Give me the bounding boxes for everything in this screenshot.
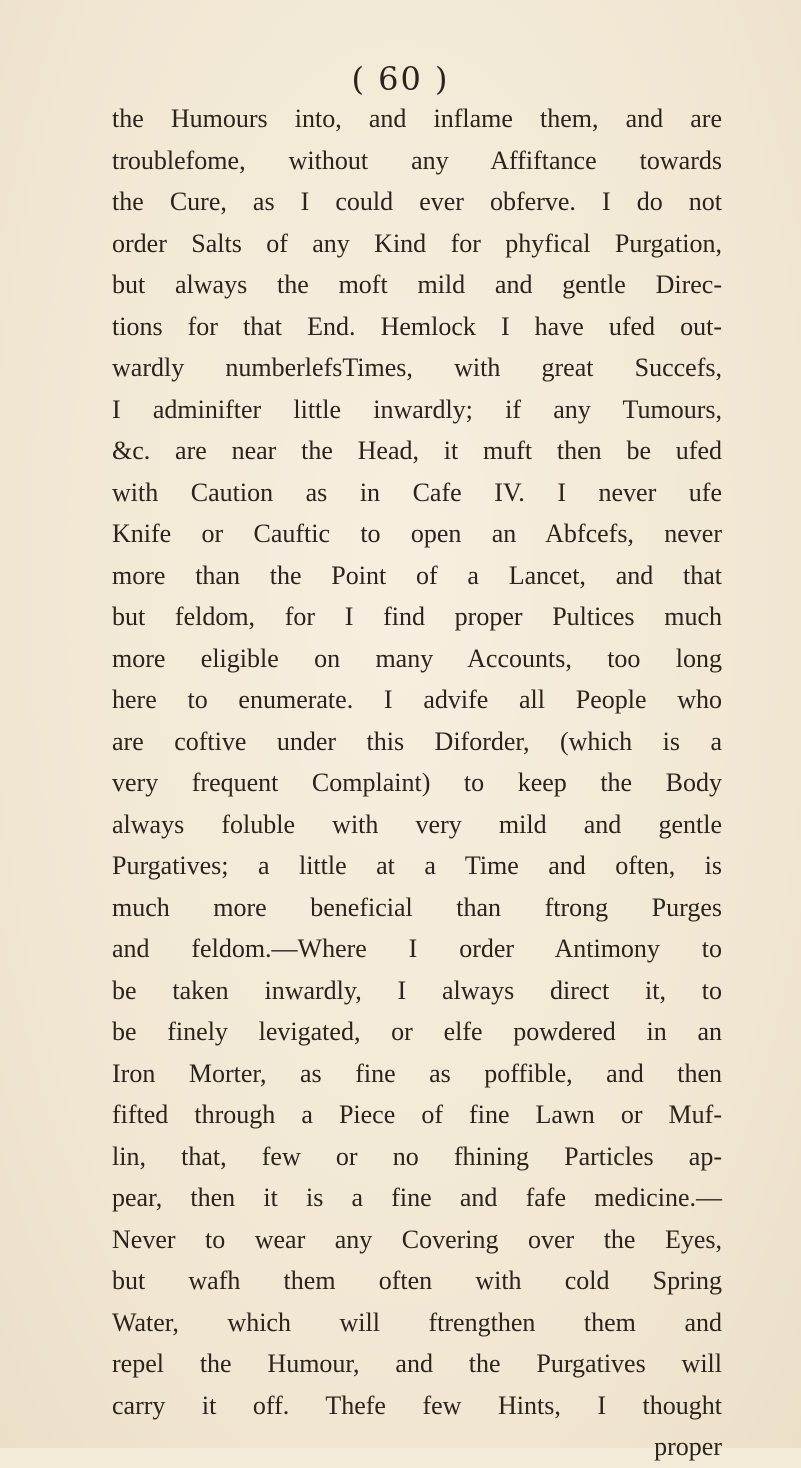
body-text bbox=[112, 98, 722, 1468]
text-line: the Humours into, and inflame them, and are bbox=[112, 104, 722, 133]
text-line: are coftive under this Diforder, (which is a bbox=[112, 726, 722, 756]
text-line: be finely levigated, or elfe powdered in an bbox=[112, 1017, 722, 1046]
text-line: here to enumerate. I advife all People who bbox=[112, 685, 722, 714]
text-line: fifted through a Piece of fine Lawn or Muf- bbox=[112, 1100, 722, 1129]
text-line: be taken inwardly, I always direct it, to bbox=[112, 975, 722, 1005]
text-line: I adminifter little inwardly; if any Tumours, bbox=[112, 394, 722, 424]
text-line: and feldom.—Where I order Antimony to bbox=[112, 934, 722, 963]
text-line: much more beneficial than ftrong Purges bbox=[112, 892, 722, 922]
text-line: more eligible on many Accounts, too long bbox=[112, 643, 722, 673]
text-line: but wafh them often with cold Spring bbox=[112, 1266, 722, 1295]
text-line: always foluble with very mild and gentle bbox=[112, 809, 722, 839]
text-line: wardly numberlefsTimes, with great Succefs, bbox=[112, 353, 722, 382]
text-line: Purgatives; a little at a Time and often, is bbox=[112, 851, 722, 880]
text-line: lin, that, few or no fhining Particles ap- bbox=[112, 1141, 722, 1171]
text-line: the Cure, as I could ever obferve. I do not bbox=[112, 187, 722, 216]
page-number-header: ( 60 ) bbox=[351, 60, 450, 98]
text-line: Iron Morter, as fine as poffible, and then bbox=[112, 1058, 722, 1088]
text-line: troublefome, without any Affiftance towards bbox=[112, 145, 722, 175]
text-line: with Caution as in Cafe IV. I never ufe bbox=[112, 477, 722, 507]
text-line: Water, which will ftrengthen them and bbox=[112, 1307, 722, 1337]
text-line: tions for that End. Hemlock I have ufed out- bbox=[112, 311, 722, 341]
text-line: &c. are near the Head, it muft then be ufed bbox=[112, 436, 722, 465]
catchword: proper bbox=[654, 1432, 722, 1461]
text-line: order Salts of any Kind for phyfical Purgation, bbox=[112, 228, 722, 258]
text-line: pear, then it is a fine and fafe medicine.— bbox=[112, 1183, 722, 1212]
text-line: very frequent Complaint) to keep the Body bbox=[112, 768, 722, 797]
text-line: but feldom, for I find proper Pultices much bbox=[112, 602, 722, 631]
text-line: more than the Point of a Lancet, and that bbox=[112, 560, 722, 590]
text-line: but always the moft mild and gentle Direc- bbox=[112, 270, 722, 299]
text-line: Never to wear any Covering over the Eyes, bbox=[112, 1224, 722, 1254]
text-line: repel the Humour, and the Purgatives will bbox=[112, 1349, 722, 1378]
text-line: Knife or Cauftic to open an Abfcefs, never bbox=[112, 519, 722, 548]
text-line: carry it off. Thefe few Hints, I thought bbox=[112, 1390, 722, 1420]
